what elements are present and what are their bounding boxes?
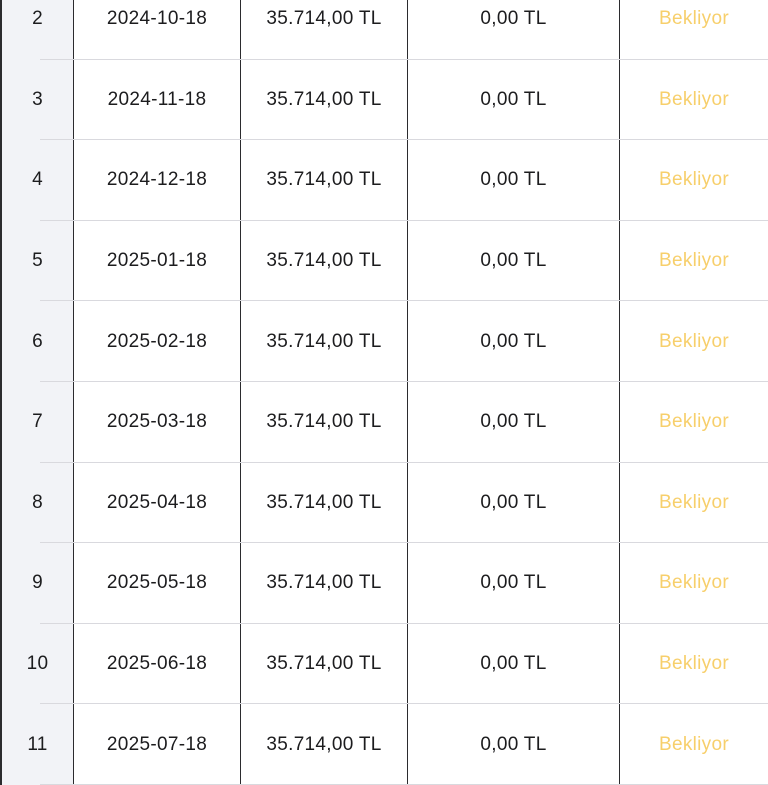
installment-amount: 35.714,00 TL bbox=[241, 301, 408, 382]
table-row[interactable] bbox=[0, 221, 768, 302]
due-date: 2025-05-18 bbox=[74, 543, 241, 624]
due-date: 2025-02-18 bbox=[74, 301, 241, 382]
paid-amount: 0,00 TL bbox=[408, 221, 620, 302]
installment-amount: 35.714,00 TL bbox=[241, 221, 408, 302]
installment-amount: 35.714,00 TL bbox=[241, 382, 408, 463]
installment-number: 8 bbox=[0, 463, 74, 544]
table-row[interactable] bbox=[0, 60, 768, 141]
paid-amount: 0,00 TL bbox=[408, 624, 620, 705]
installment-number: 6 bbox=[0, 301, 74, 382]
installment-number: 7 bbox=[0, 382, 74, 463]
paid-amount: 0,00 TL bbox=[408, 704, 620, 785]
installment-number: 11 bbox=[0, 704, 74, 785]
status-label: Bekliyor bbox=[659, 653, 729, 675]
installment-number: 5 bbox=[0, 221, 74, 302]
due-date: 2024-10-18 bbox=[74, 0, 241, 60]
installment-number: 10 bbox=[0, 624, 74, 705]
table-row[interactable] bbox=[0, 543, 768, 624]
paid-amount: 0,00 TL bbox=[408, 301, 620, 382]
due-date: 2025-03-18 bbox=[74, 382, 241, 463]
due-date: 2024-12-18 bbox=[74, 140, 241, 221]
status-label: Bekliyor bbox=[659, 169, 729, 191]
installment-amount: 35.714,00 TL bbox=[241, 463, 408, 544]
installment-number: 4 bbox=[0, 140, 74, 221]
status-label: Bekliyor bbox=[659, 88, 729, 110]
table-row[interactable] bbox=[0, 463, 768, 544]
table-row[interactable] bbox=[0, 382, 768, 463]
installment-amount: 35.714,00 TL bbox=[241, 624, 408, 705]
installment-amount: 35.714,00 TL bbox=[241, 704, 408, 785]
status-label: Bekliyor bbox=[659, 491, 729, 513]
status-label: Bekliyor bbox=[659, 411, 729, 433]
table-row[interactable] bbox=[0, 704, 768, 785]
status-label: Bekliyor bbox=[659, 330, 729, 352]
status-label: Bekliyor bbox=[659, 250, 729, 272]
due-date: 2025-07-18 bbox=[74, 704, 241, 785]
installment-amount: 35.714,00 TL bbox=[241, 0, 408, 60]
installment-amount: 35.714,00 TL bbox=[241, 60, 408, 141]
table-row[interactable] bbox=[0, 0, 768, 60]
status-label: Bekliyor bbox=[659, 572, 729, 594]
paid-amount: 0,00 TL bbox=[408, 140, 620, 221]
due-date: 2025-04-18 bbox=[74, 463, 241, 544]
due-date: 2025-01-18 bbox=[74, 221, 241, 302]
table-row[interactable] bbox=[0, 624, 768, 705]
installment-number: 9 bbox=[0, 543, 74, 624]
due-date: 2024-11-18 bbox=[74, 60, 241, 141]
status-label: Bekliyor bbox=[659, 8, 729, 30]
installment-number: 2 bbox=[0, 0, 74, 60]
table-row[interactable] bbox=[0, 140, 768, 221]
paid-amount: 0,00 TL bbox=[408, 60, 620, 141]
due-date: 2025-06-18 bbox=[74, 624, 241, 705]
installment-number: 3 bbox=[0, 60, 74, 141]
installment-amount: 35.714,00 TL bbox=[241, 543, 408, 624]
paid-amount: 0,00 TL bbox=[408, 382, 620, 463]
installment-amount: 35.714,00 TL bbox=[241, 140, 408, 221]
table-row[interactable] bbox=[0, 301, 768, 382]
paid-amount: 0,00 TL bbox=[408, 543, 620, 624]
status-label: Bekliyor bbox=[659, 733, 729, 755]
paid-amount: 0,00 TL bbox=[408, 463, 620, 544]
paid-amount: 0,00 TL bbox=[408, 0, 620, 60]
